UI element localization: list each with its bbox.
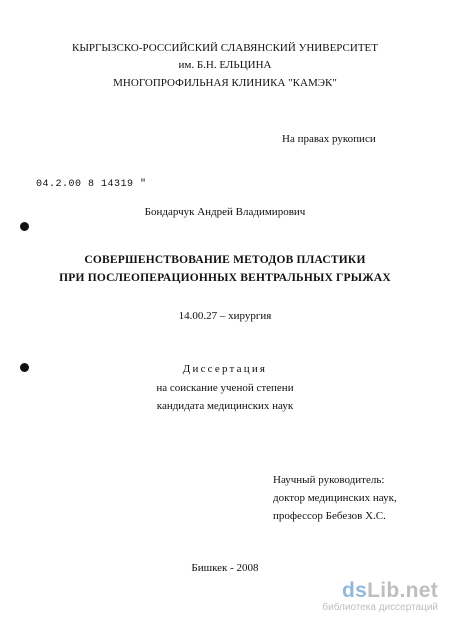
supervisor-name: профессор Бебезов Х.С. <box>273 510 386 522</box>
dslib-subtitle: библиотека диссертаций <box>322 602 438 613</box>
dslib-logo: dsLib.net <box>341 579 438 602</box>
author-name: Бондарчук Андрей Владимирович <box>144 206 306 218</box>
archive-stamp: 04.2.00 8 14319 " <box>36 179 147 190</box>
binding-hole-mark <box>20 363 29 372</box>
document-type: Диссертация <box>182 363 268 375</box>
university-named-after: им. Б.Н. ЕЛЬЦИНА <box>178 59 272 71</box>
dslib-watermark <box>322 580 438 614</box>
degree-line-2: кандидата медицинских наук <box>156 400 294 412</box>
supervisor-degree: доктор медицинских наук, <box>273 492 397 504</box>
dissertation-title-line-1: СОВЕРШЕНСТВОВАНИЕ МЕТОДОВ ПЛАСТИКИ <box>84 254 366 266</box>
dissertation-title-line-2: ПРИ ПОСЛЕОПЕРАЦИОННЫХ ВЕНТРАЛЬНЫХ ГРЫЖАХ <box>59 272 391 284</box>
specialty-code: 14.00.27 – хирургия <box>178 310 272 322</box>
manuscript-note: На правах рукописи <box>282 133 376 145</box>
clinic-name: МНОГОПРОФИЛЬНАЯ КЛИНИКА "КАМЭК" <box>113 77 337 89</box>
degree-line-1: на соискание ученой степени <box>156 382 294 394</box>
supervisor-label: Научный руководитель: <box>273 474 385 486</box>
university-name: КЫРГЫЗСКО-РОССИЙСКИЙ СЛАВЯНСКИЙ УНИВЕРСИТЕТ <box>72 42 378 54</box>
city-year: Бишкек - 2008 <box>191 562 259 574</box>
binding-hole-mark <box>20 222 29 231</box>
